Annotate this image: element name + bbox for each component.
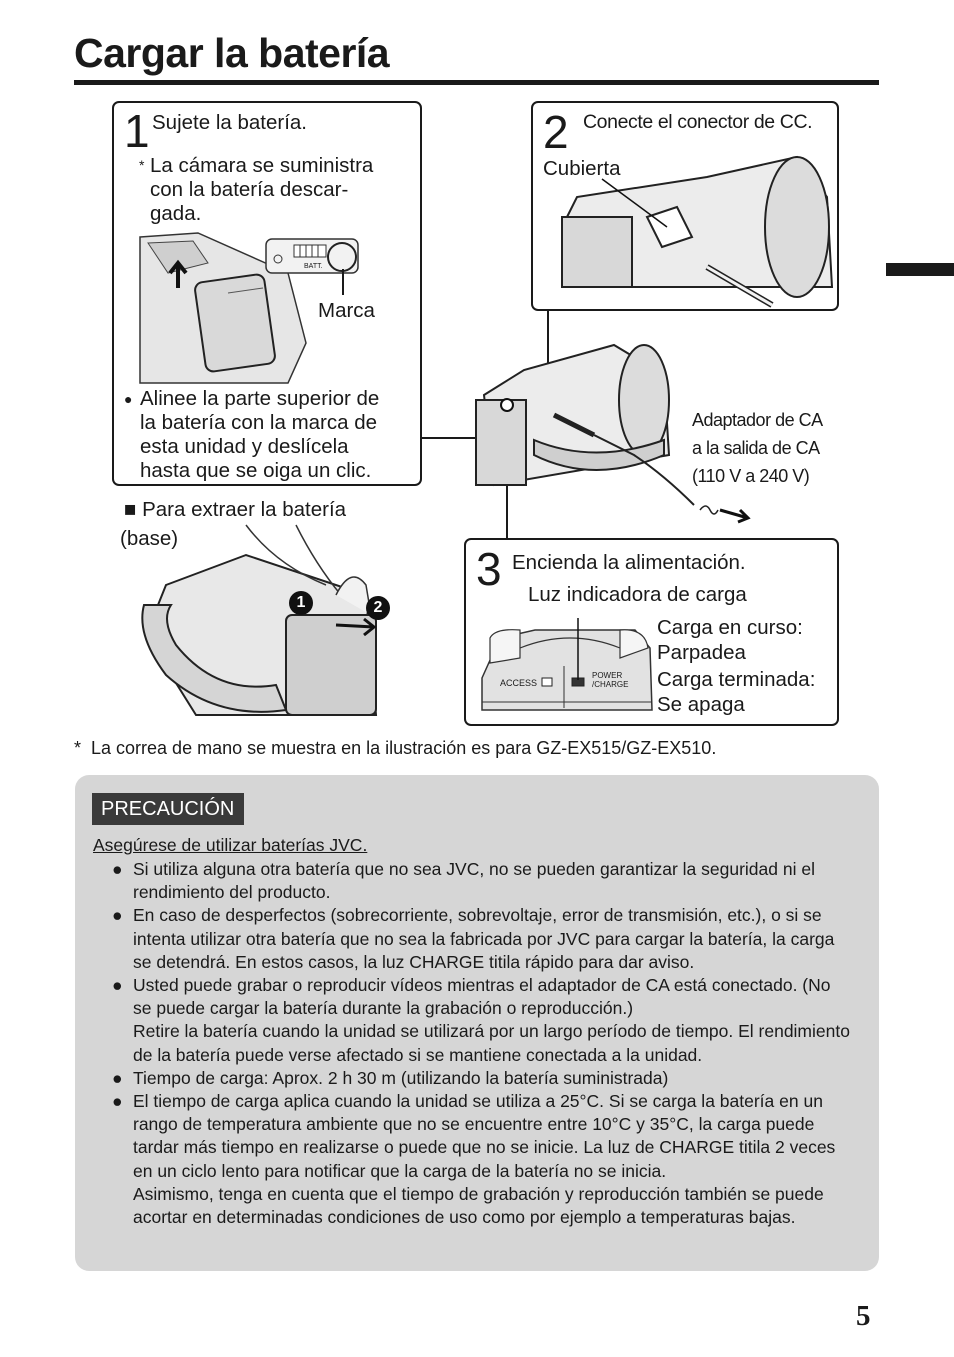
step1-note-mark: * [139, 157, 145, 173]
step3-box [464, 538, 839, 726]
battery-mark-detail [264, 237, 364, 277]
batt-label: BATT. [304, 263, 323, 270]
mark-label: Marca [318, 299, 375, 322]
caution-label: PRECAUCIÓN [92, 793, 244, 825]
step1-heading: Sujete la batería. [152, 111, 307, 134]
step1-box [112, 101, 422, 486]
list-item: ● Si utiliza alguna otra batería que no sea JVC, no se pueden garantizar la seguridad ni el rendimiento del producto. [112, 859, 815, 903]
removal-heading: Para extraer la batería [142, 498, 347, 521]
list-item: ● El tiempo de carga aplica cuando la unidad se utiliza a 25°C. Si se carga la batería en un rango de temperatura ambiente que no se encuentre entre 10°C y 35°C, la carga puede tardar más tiempo en realizarse o puede que no se inicie. La luz de CHARGE titila 2 veces en un ciclo lento para notificar que la carga de la batería no se inicia. Asimismo, tenga en cuenta que el tiempo de grabación y reproducción también se puede acortar en determinadas condiciones de uso como por ejemplo a temperaturas bajas. [112, 1091, 836, 1228]
page-number: 5 [856, 1300, 871, 1332]
removal-badge-1: 1 [289, 591, 313, 615]
bullet-dot: ● [112, 1067, 123, 1088]
dc-connector-illustration [557, 147, 837, 287]
bullet-dot: ● [112, 905, 123, 926]
step1-bullet-text: ● Alinee la parte superior de la batería con la marca de esta unidad y deslícela hasta que se oiga un clic. [124, 387, 380, 482]
step3-heading: Encienda la alimentación. [512, 551, 746, 574]
square-marker: ■ [124, 498, 137, 521]
step1-number: 1 [124, 105, 150, 157]
page-title: Cargar la batería [74, 30, 390, 76]
bullet-dot: ● [112, 975, 123, 996]
adapter-label: Adaptador de CA a la salida de CA (110 V a 240 V) [692, 410, 823, 486]
step2-heading: Conecte el conector de CC. [583, 111, 813, 133]
footnote-mark: * [74, 738, 82, 758]
footnote-text: La correa de mano se muestra en la ilustración es para GZ-EX515/GZ-EX510. [91, 738, 717, 758]
access-label: ACCESS [500, 678, 538, 688]
removal-badge-2: 2 [366, 596, 390, 620]
camera-adapter-illustration [474, 345, 674, 485]
list-item: ● En caso de desperfectos (sobrecorriente, sobrevoltaje, error de transmisión, etc.), o si se intenta utilizar otra batería que no sea la fabricada por JVC para cargar la batería, la carga se detendrá. En estos casos, la luz CHARGE titila rápido para dar aviso. [112, 905, 835, 972]
step2-box [531, 101, 839, 311]
battery-removal-illustration [136, 525, 396, 720]
caution-heading: Asegúrese de utilizar baterías JVC. [93, 835, 368, 855]
step1-note: La cámara se suministra con la batería descar- gada. [150, 154, 374, 225]
footnote [74, 738, 716, 759]
caution-list [110, 858, 850, 1229]
power-plug-arrow-icon [696, 496, 756, 526]
list-item: ● Tiempo de carga: Aprox. 2 h 30 m (utilizando la batería suministrada) [110, 1067, 850, 1090]
removal-sub: (base) [120, 527, 179, 550]
charge-lamp-panel-illustration [480, 618, 655, 713]
step2-number: 2 [543, 106, 569, 158]
list-item: ● Usted puede grabar o reproducir vídeos mientras el adaptador de CA está conectado. (No se puede cargar la batería durante la grabación o reproducción.) Retire la batería cuando la unidad se utilizará por un largo período de tiempo. El rendimiento de la batería puede verse afectado si se mantiene conectada a la unidad. [112, 975, 850, 1065]
step3-number: 3 [476, 543, 502, 595]
power-charge-label: POWER /CHARGE [592, 671, 629, 689]
title-underline [74, 80, 879, 85]
bullet-dot: ● [112, 1091, 123, 1112]
charge-lamp-label: Luz indicadora de carga [528, 583, 747, 606]
section-tab-marker [886, 263, 954, 276]
bullet-dot: ● [124, 391, 133, 407]
charge-status-text: Carga en curso: Parpadea Carga terminada: Se apaga [657, 616, 816, 716]
cover-label: Cubierta [543, 157, 621, 180]
mark-leader-line [342, 269, 344, 295]
removal-heading-row [124, 498, 346, 522]
bullet-dot: ● [112, 859, 123, 879]
connector-line-step1 [420, 437, 480, 439]
